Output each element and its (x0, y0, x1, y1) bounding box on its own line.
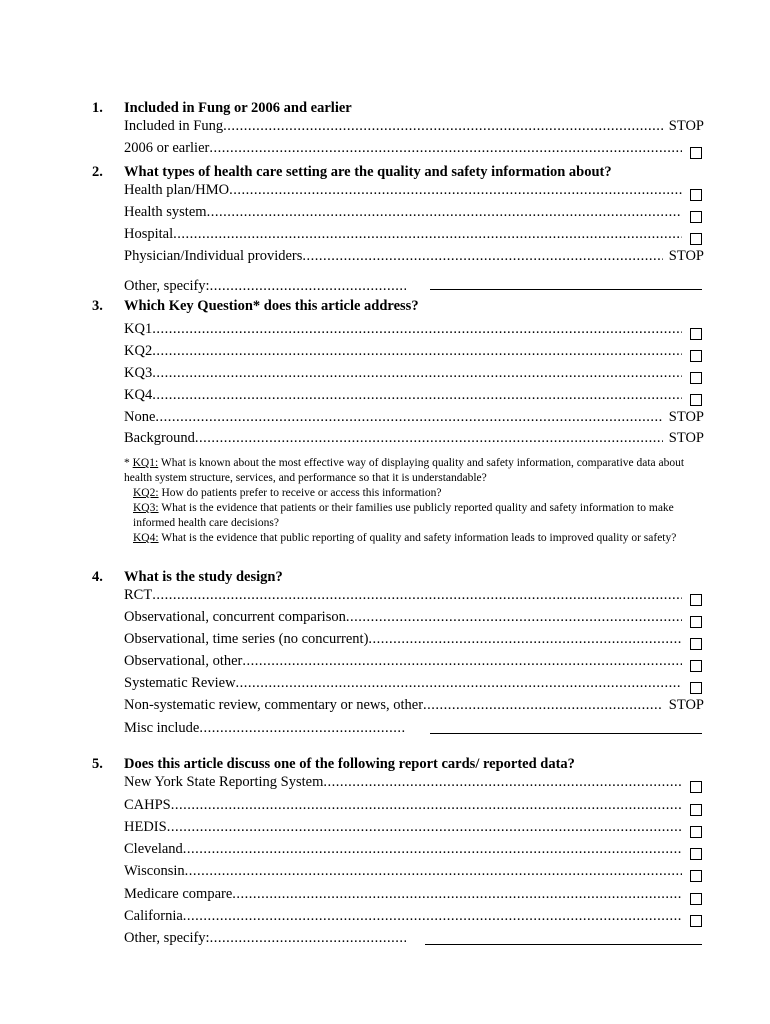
footnote-kq1: * KQ1: What is known about the most effective way of displaying quality and safety information, comparative data about health system structure, services, and performance so that it is understandable? (124, 457, 685, 484)
option-health-system (124, 204, 704, 224)
option-label: None (124, 409, 156, 425)
option-label: California (124, 908, 183, 924)
option-hedis (124, 819, 704, 839)
misc-include-input[interactable] (430, 732, 702, 734)
checkbox[interactable] (690, 211, 702, 223)
option-background (124, 430, 704, 450)
option-kq1 (124, 321, 704, 341)
footnote-kq3 (124, 501, 704, 531)
option-label: KQ1 (124, 321, 153, 337)
option-label: Medicare compare (124, 886, 233, 902)
question-1-number: 1. (92, 100, 103, 116)
option-label: KQ2 (124, 343, 153, 359)
option-label: 2006 or earlier (124, 140, 210, 156)
checkbox[interactable] (690, 781, 702, 793)
kq2-text: How do patients prefer to receive or access this information? (161, 487, 442, 499)
option-label: Observational, time series (no concurrent) (124, 631, 369, 647)
option-nys-reporting (124, 774, 704, 794)
kq2-tag: KQ2: (133, 487, 159, 499)
kq1-text: What is known about the most effective way of displaying quality and safety information, comparative data about health system structure, services, and performance so that it is understandable? (124, 457, 685, 484)
stop-label: STOP (668, 118, 704, 134)
checkbox[interactable] (690, 660, 702, 672)
kq3-tag: KQ3: (133, 502, 159, 514)
option-2006-or-earlier (124, 140, 704, 160)
kq4-text: What is the evidence that public reporting of quality and safety information leads to improved quality or safety? (161, 532, 677, 544)
option-hospital (124, 226, 704, 246)
checkbox[interactable] (690, 147, 702, 159)
question-4-number: 4. (92, 569, 103, 585)
option-label: Observational, concurrent comparison (124, 609, 346, 625)
stop-label: STOP (668, 409, 704, 425)
option-label: New York State Reporting System (124, 774, 324, 790)
option-kq3 (124, 365, 704, 385)
question-1-title: Included in Fung or 2006 and earlier (124, 100, 352, 116)
checkbox[interactable] (690, 870, 702, 882)
footnote-kq4 (124, 531, 704, 546)
option-obs-other (124, 653, 704, 673)
other-specify-q5 (124, 930, 406, 947)
checkbox[interactable] (690, 826, 702, 838)
question-3-title: Which Key Question* does this article address? (124, 298, 419, 314)
option-label: Systematic Review (124, 675, 236, 691)
option-label: Background (124, 430, 195, 446)
question-5-title: Does this article discuss one of the following report cards/ reported data? (124, 756, 575, 772)
other-specify-input-q2[interactable] (430, 288, 702, 290)
option-medicare-compare (124, 886, 704, 906)
question-2-number: 2. (92, 164, 103, 180)
checkbox[interactable] (690, 616, 702, 628)
other-label: Other, specify: (124, 930, 210, 946)
option-label: Physician/Individual providers (124, 248, 303, 264)
other-label: Other, specify: (124, 278, 210, 294)
option-systematic-review (124, 675, 704, 695)
option-non-systematic (124, 697, 704, 717)
key-question-footnote (124, 456, 704, 546)
kq3-text: What is the evidence that patients or their families use publicly reported quality and safety information to make informed health care decisions? (133, 502, 674, 529)
checkbox[interactable] (690, 638, 702, 650)
stop-label: STOP (668, 697, 704, 713)
option-cahps (124, 797, 704, 817)
question-5-number: 5. (92, 756, 103, 772)
option-kq2 (124, 343, 704, 363)
option-label: Wisconsin (124, 863, 185, 879)
checkbox[interactable] (690, 233, 702, 245)
checkbox[interactable] (690, 893, 702, 905)
other-label: Misc include (124, 720, 200, 736)
option-health-plan (124, 182, 704, 202)
question-4-title: What is the study design? (124, 569, 283, 585)
checkbox[interactable] (690, 394, 702, 406)
kq4-tag: KQ4: (133, 532, 159, 544)
option-label: Health plan/HMO (124, 182, 230, 198)
option-label: Observational, other (124, 653, 243, 669)
checkbox[interactable] (690, 328, 702, 340)
option-obs-concurrent (124, 609, 704, 629)
option-label: HEDIS (124, 819, 167, 835)
option-label: Health system (124, 204, 207, 220)
option-label: KQ4 (124, 387, 153, 403)
question-3-number: 3. (92, 298, 103, 314)
option-label: Non-systematic review, commentary or news, other (124, 697, 424, 713)
other-specify-q2 (124, 278, 406, 295)
checkbox[interactable] (690, 915, 702, 927)
option-included-in-fung (124, 118, 704, 138)
option-kq4 (124, 387, 704, 407)
checkbox[interactable] (690, 804, 702, 816)
option-cleveland (124, 841, 704, 861)
option-label: Cleveland (124, 841, 183, 857)
checkbox[interactable] (690, 594, 702, 606)
misc-include (124, 720, 405, 737)
option-label: Hospital (124, 226, 174, 242)
checkbox[interactable] (690, 372, 702, 384)
option-obs-time-series (124, 631, 704, 651)
option-none (124, 409, 704, 429)
stop-label: STOP (668, 430, 704, 446)
footnote-kq2 (124, 486, 704, 501)
option-physician (124, 248, 704, 268)
option-label: RCT (124, 587, 153, 603)
option-wisconsin (124, 863, 704, 883)
option-rct (124, 587, 704, 607)
kq1-tag: KQ1: (132, 457, 159, 469)
checkbox[interactable] (690, 682, 702, 694)
checkbox[interactable] (690, 350, 702, 362)
option-label: CAHPS (124, 797, 171, 813)
option-label: Included in Fung (124, 118, 224, 134)
checkbox[interactable] (690, 189, 702, 201)
option-label: KQ3 (124, 365, 153, 381)
question-2-title: What types of health care setting are the quality and safety information about? (124, 164, 612, 180)
stop-label: STOP (668, 248, 704, 264)
option-california (124, 908, 704, 928)
checkbox[interactable] (690, 848, 702, 860)
other-specify-input-q5[interactable] (425, 943, 702, 945)
